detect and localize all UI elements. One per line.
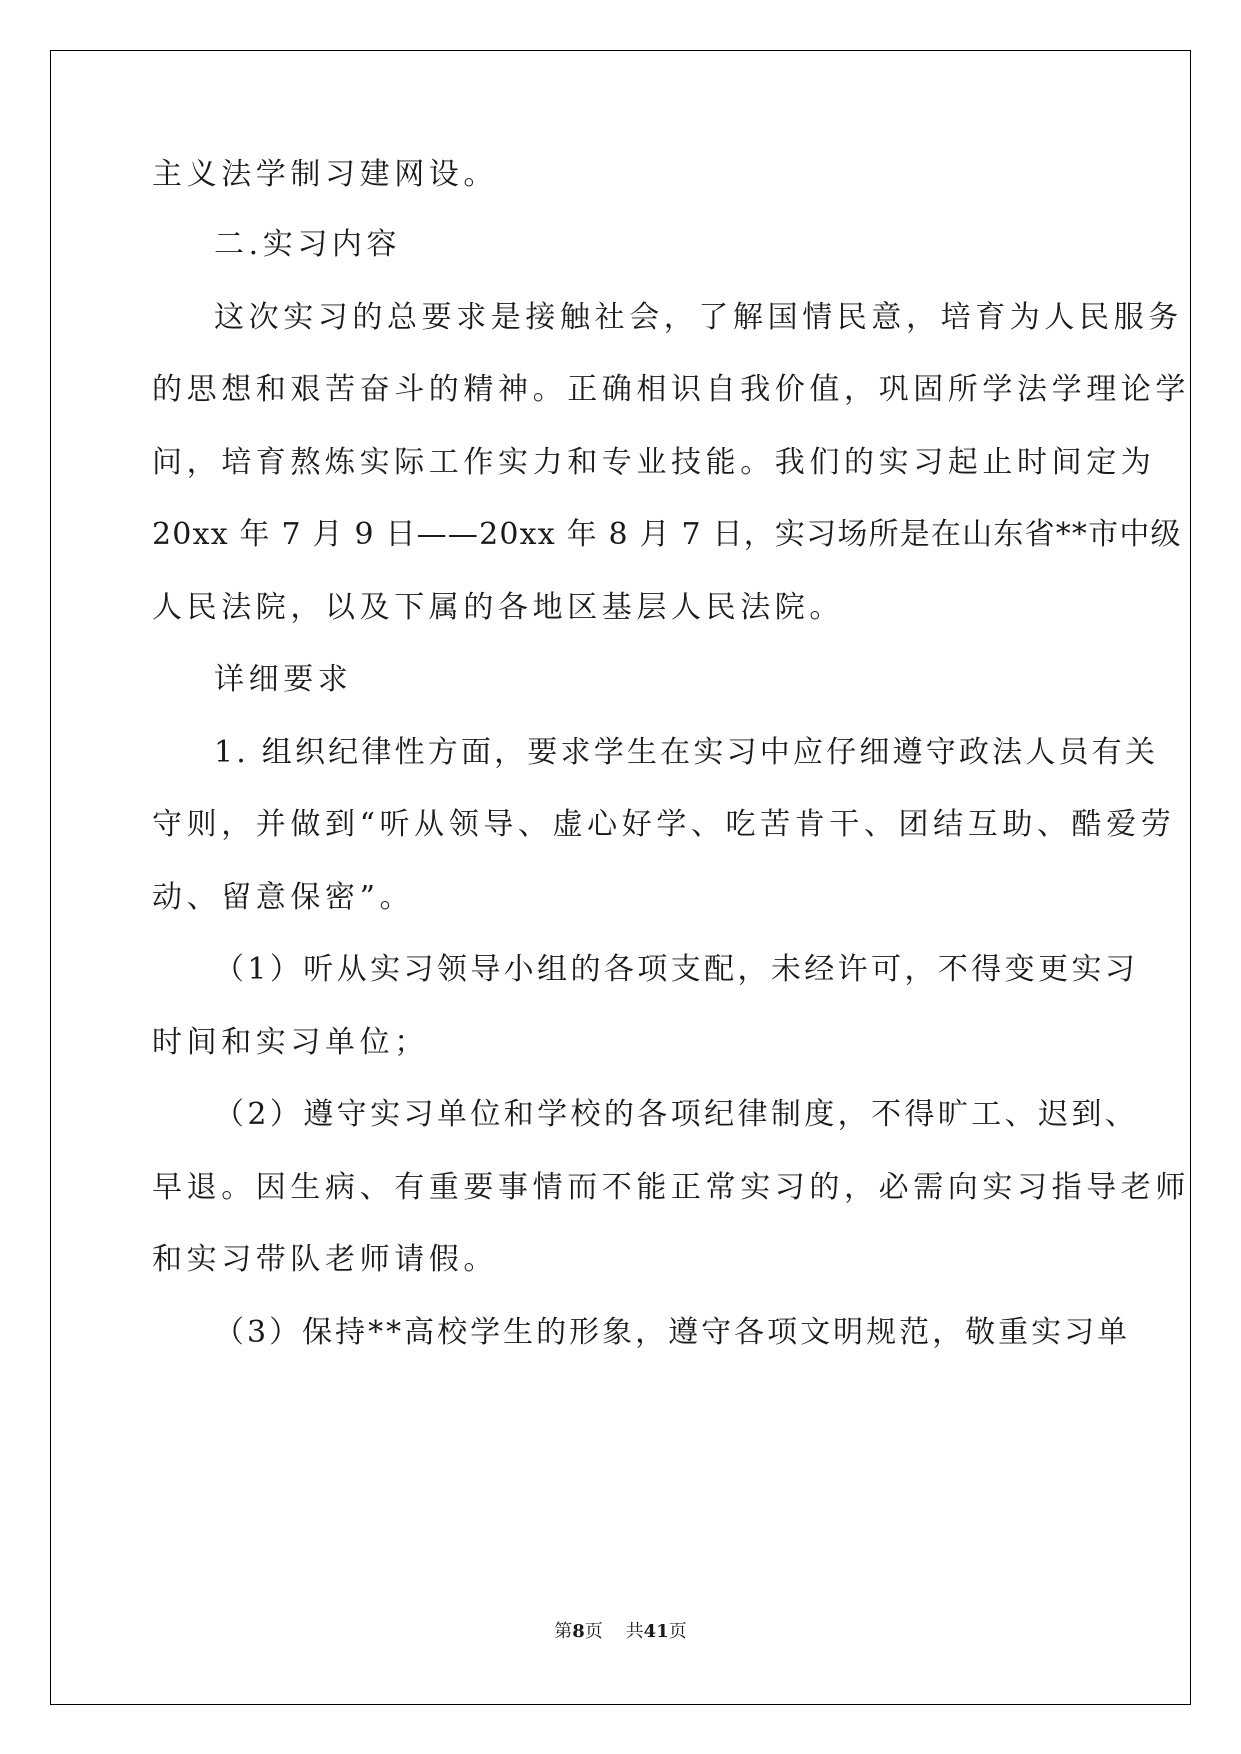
body-line-16: 和实习带队老师请假。 bbox=[152, 1242, 498, 1277]
body-line-1: 主义法学制习建网设。 bbox=[152, 157, 498, 192]
footer-prefix: 第 bbox=[554, 1621, 573, 1642]
footer-page-suffix: 页 bbox=[584, 1621, 603, 1642]
footer-page-number: 8 bbox=[572, 1621, 585, 1642]
footer-total-suffix: 页 bbox=[668, 1621, 687, 1642]
page-footer bbox=[0, 1620, 1241, 1644]
body-line-14: （2）遵守实习单位和学校的各项纪律制度，不得旷工、迟到、 bbox=[214, 1097, 1139, 1132]
body-line-12: （1）听从实习领导小组的各项支配，未经许可，不得变更实习 bbox=[214, 952, 1139, 987]
section-heading: 二.实习内容 bbox=[214, 227, 402, 262]
body-line-3: 这次实习的总要求是接触社会，了解国情民意，培育为人民服务 bbox=[214, 300, 1183, 335]
body-line-10: 守则，并做到“听从领导、虚心好学、吃苦肯干、团结互助、酷爱劳 bbox=[152, 807, 1176, 842]
body-line-5: 问，培育熬炼实际工作实力和专业技能。我们的实习起止时间定为 bbox=[152, 445, 1156, 480]
body-line-4: 的思想和艰苦奋斗的精神。正确相识自我价值，巩固所学法学理论学 bbox=[152, 372, 1190, 407]
body-line-7: 人民法院，以及下属的各地区基层人民法院。 bbox=[152, 590, 844, 625]
body-line-9: 1. 组织纪律性方面，要求学生在实习中应仔细遵守政法人员有关 bbox=[214, 735, 1159, 770]
body-line-6: 20xx 年 7 月 9 日——20xx 年 8 月 7 日，实习场所是在山东省**市中级 bbox=[152, 517, 1182, 552]
body-line-17: （3）保持**高校学生的形象，遵守各项文明规范，敬重实习单 bbox=[214, 1315, 1131, 1350]
body-line-13: 时间和实习单位； bbox=[152, 1025, 429, 1060]
subheading: 详细要求 bbox=[214, 662, 353, 697]
footer-total-prefix: 共 bbox=[625, 1621, 644, 1642]
body-line-15: 早退。因生病、有重要事情而不能正常实习的，必需向实习指导老师 bbox=[152, 1170, 1190, 1205]
footer-total-pages: 41 bbox=[643, 1621, 669, 1642]
body-line-11: 动、留意保密”。 bbox=[152, 880, 415, 915]
